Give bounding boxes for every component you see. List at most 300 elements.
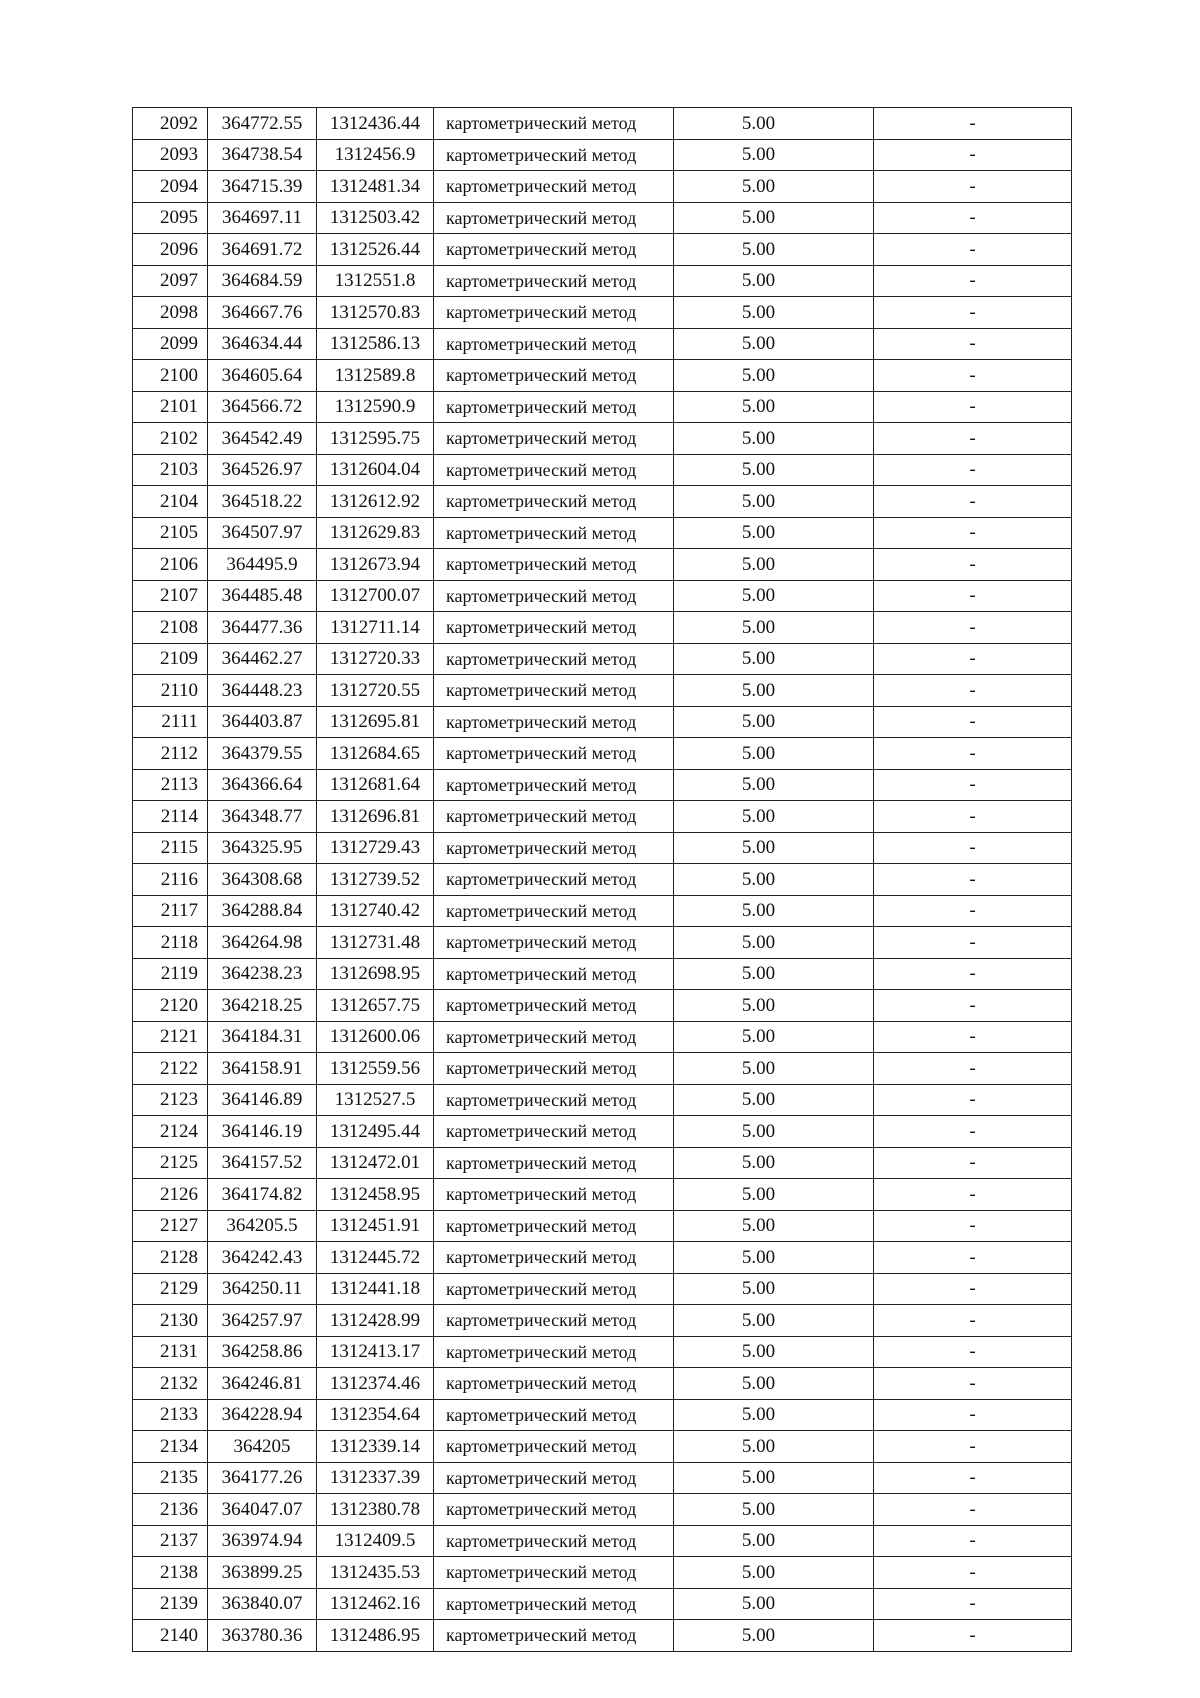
y-coordinate-cell: 1312354.64 [317, 1399, 434, 1431]
method-cell: картометрический метод [434, 612, 674, 644]
method-cell: картометрический метод [434, 738, 674, 770]
x-coordinate-cell: 364667.76 [208, 297, 317, 329]
point-number-cell: 2104 [133, 486, 208, 518]
accuracy-cell: 5.00 [674, 1179, 874, 1211]
table-row [133, 801, 1072, 833]
x-coordinate-cell: 364542.49 [208, 423, 317, 455]
x-coordinate-cell: 364477.36 [208, 612, 317, 644]
accuracy-cell: 5.00 [674, 801, 874, 833]
table-row [133, 738, 1072, 770]
y-coordinate-cell: 1312503.42 [317, 202, 434, 234]
accuracy-cell: 5.00 [674, 360, 874, 392]
accuracy-cell: 5.00 [674, 958, 874, 990]
table-row [133, 1084, 1072, 1116]
description-cell: - [874, 234, 1072, 266]
description-cell: - [874, 769, 1072, 801]
point-number-cell: 2112 [133, 738, 208, 770]
table-row [133, 1368, 1072, 1400]
accuracy-cell: 5.00 [674, 738, 874, 770]
y-coordinate-cell: 1312589.8 [317, 360, 434, 392]
y-coordinate-cell: 1312374.46 [317, 1368, 434, 1400]
point-number-cell: 2102 [133, 423, 208, 455]
accuracy-cell: 5.00 [674, 108, 874, 140]
method-cell: картометрический метод [434, 360, 674, 392]
table-row [133, 1116, 1072, 1148]
table-row [133, 706, 1072, 738]
x-coordinate-cell: 364146.19 [208, 1116, 317, 1148]
y-coordinate-cell: 1312472.01 [317, 1147, 434, 1179]
description-cell: - [874, 1242, 1072, 1274]
accuracy-cell: 5.00 [674, 1588, 874, 1620]
method-cell: картометрический метод [434, 927, 674, 959]
accuracy-cell: 5.00 [674, 832, 874, 864]
y-coordinate-cell: 1312527.5 [317, 1084, 434, 1116]
point-number-cell: 2123 [133, 1084, 208, 1116]
y-coordinate-cell: 1312629.83 [317, 517, 434, 549]
table-row [133, 486, 1072, 518]
accuracy-cell: 5.00 [674, 864, 874, 896]
y-coordinate-cell: 1312451.91 [317, 1210, 434, 1242]
description-cell: - [874, 391, 1072, 423]
table-row [133, 360, 1072, 392]
accuracy-cell: 5.00 [674, 139, 874, 171]
accuracy-cell: 5.00 [674, 1210, 874, 1242]
point-number-cell: 2097 [133, 265, 208, 297]
point-number-cell: 2139 [133, 1588, 208, 1620]
table-row [133, 1210, 1072, 1242]
x-coordinate-cell: 363899.25 [208, 1557, 317, 1589]
method-cell: картометрический метод [434, 769, 674, 801]
table-row [133, 234, 1072, 266]
description-cell: - [874, 1462, 1072, 1494]
x-coordinate-cell: 364448.23 [208, 675, 317, 707]
description-cell: - [874, 738, 1072, 770]
accuracy-cell: 5.00 [674, 1084, 874, 1116]
y-coordinate-cell: 1312436.44 [317, 108, 434, 140]
x-coordinate-cell: 364242.43 [208, 1242, 317, 1274]
x-coordinate-cell: 364325.95 [208, 832, 317, 864]
x-coordinate-cell: 364177.26 [208, 1462, 317, 1494]
point-number-cell: 2110 [133, 675, 208, 707]
description-cell: - [874, 549, 1072, 581]
table-row [133, 1399, 1072, 1431]
accuracy-cell: 5.00 [674, 265, 874, 297]
x-coordinate-cell: 364518.22 [208, 486, 317, 518]
method-cell: картометрический метод [434, 1368, 674, 1400]
table-row [133, 990, 1072, 1022]
y-coordinate-cell: 1312604.04 [317, 454, 434, 486]
y-coordinate-cell: 1312380.78 [317, 1494, 434, 1526]
point-number-cell: 2119 [133, 958, 208, 990]
point-number-cell: 2128 [133, 1242, 208, 1274]
method-cell: картометрический метод [434, 832, 674, 864]
description-cell: - [874, 1179, 1072, 1211]
table-row [133, 643, 1072, 675]
description-cell: - [874, 801, 1072, 833]
point-number-cell: 2109 [133, 643, 208, 675]
point-number-cell: 2134 [133, 1431, 208, 1463]
method-cell: картометрический метод [434, 864, 674, 896]
table-row [133, 1336, 1072, 1368]
point-number-cell: 2120 [133, 990, 208, 1022]
method-cell: картометрический метод [434, 1399, 674, 1431]
point-number-cell: 2114 [133, 801, 208, 833]
x-coordinate-cell: 364205 [208, 1431, 317, 1463]
coordinates-table [132, 107, 1072, 1652]
method-cell: картометрический метод [434, 234, 674, 266]
method-cell: картометрический метод [434, 423, 674, 455]
y-coordinate-cell: 1312586.13 [317, 328, 434, 360]
y-coordinate-cell: 1312720.55 [317, 675, 434, 707]
table-row [133, 265, 1072, 297]
method-cell: картометрический метод [434, 486, 674, 518]
accuracy-cell: 5.00 [674, 297, 874, 329]
accuracy-cell: 5.00 [674, 1557, 874, 1589]
description-cell: - [874, 1588, 1072, 1620]
x-coordinate-cell: 364238.23 [208, 958, 317, 990]
accuracy-cell: 5.00 [674, 1336, 874, 1368]
method-cell: картометрический метод [434, 675, 674, 707]
description-cell: - [874, 202, 1072, 234]
point-number-cell: 2113 [133, 769, 208, 801]
y-coordinate-cell: 1312681.64 [317, 769, 434, 801]
description-cell: - [874, 423, 1072, 455]
table-row [133, 454, 1072, 486]
accuracy-cell: 5.00 [674, 328, 874, 360]
y-coordinate-cell: 1312684.65 [317, 738, 434, 770]
x-coordinate-cell: 364738.54 [208, 139, 317, 171]
accuracy-cell: 5.00 [674, 580, 874, 612]
method-cell: картометрический метод [434, 1273, 674, 1305]
x-coordinate-cell: 364158.91 [208, 1053, 317, 1085]
y-coordinate-cell: 1312731.48 [317, 927, 434, 959]
method-cell: картометрический метод [434, 454, 674, 486]
y-coordinate-cell: 1312696.81 [317, 801, 434, 833]
y-coordinate-cell: 1312673.94 [317, 549, 434, 581]
table-row [133, 895, 1072, 927]
description-cell: - [874, 990, 1072, 1022]
x-coordinate-cell: 364697.11 [208, 202, 317, 234]
description-cell: - [874, 1368, 1072, 1400]
description-cell: - [874, 1210, 1072, 1242]
description-cell: - [874, 1273, 1072, 1305]
table-row [133, 171, 1072, 203]
description-cell: - [874, 958, 1072, 990]
method-cell: картометрический метод [434, 1053, 674, 1085]
method-cell: картометрический метод [434, 1494, 674, 1526]
accuracy-cell: 5.00 [674, 1525, 874, 1557]
table-row [133, 1021, 1072, 1053]
method-cell: картометрический метод [434, 328, 674, 360]
table-row [133, 1147, 1072, 1179]
point-number-cell: 2136 [133, 1494, 208, 1526]
method-cell: картометрический метод [434, 1462, 674, 1494]
description-cell: - [874, 108, 1072, 140]
description-cell: - [874, 265, 1072, 297]
accuracy-cell: 5.00 [674, 927, 874, 959]
method-cell: картометрический метод [434, 1147, 674, 1179]
method-cell: картометрический метод [434, 1084, 674, 1116]
point-number-cell: 2133 [133, 1399, 208, 1431]
method-cell: картометрический метод [434, 643, 674, 675]
x-coordinate-cell: 364772.55 [208, 108, 317, 140]
table-row [133, 517, 1072, 549]
table-row [133, 675, 1072, 707]
x-coordinate-cell: 363974.94 [208, 1525, 317, 1557]
method-cell: картометрический метод [434, 171, 674, 203]
description-cell: - [874, 297, 1072, 329]
y-coordinate-cell: 1312339.14 [317, 1431, 434, 1463]
method-cell: картометрический метод [434, 202, 674, 234]
method-cell: картометрический метод [434, 801, 674, 833]
method-cell: картометрический метод [434, 1021, 674, 1053]
table-row [133, 927, 1072, 959]
y-coordinate-cell: 1312600.06 [317, 1021, 434, 1053]
point-number-cell: 2132 [133, 1368, 208, 1400]
method-cell: картометрический метод [434, 297, 674, 329]
table-row [133, 1462, 1072, 1494]
description-cell: - [874, 1557, 1072, 1589]
accuracy-cell: 5.00 [674, 234, 874, 266]
method-cell: картометрический метод [434, 517, 674, 549]
table-row [133, 549, 1072, 581]
table-row [133, 612, 1072, 644]
table-row [133, 769, 1072, 801]
table-row [133, 958, 1072, 990]
x-coordinate-cell: 364348.77 [208, 801, 317, 833]
point-number-cell: 2096 [133, 234, 208, 266]
method-cell: картометрический метод [434, 1431, 674, 1463]
x-coordinate-cell: 364605.64 [208, 360, 317, 392]
point-number-cell: 2131 [133, 1336, 208, 1368]
accuracy-cell: 5.00 [674, 423, 874, 455]
y-coordinate-cell: 1312729.43 [317, 832, 434, 864]
x-coordinate-cell: 364403.87 [208, 706, 317, 738]
table-row [133, 139, 1072, 171]
accuracy-cell: 5.00 [674, 171, 874, 203]
point-number-cell: 2103 [133, 454, 208, 486]
point-number-cell: 2101 [133, 391, 208, 423]
point-number-cell: 2100 [133, 360, 208, 392]
y-coordinate-cell: 1312739.52 [317, 864, 434, 896]
point-number-cell: 2117 [133, 895, 208, 927]
accuracy-cell: 5.00 [674, 769, 874, 801]
table-row [133, 864, 1072, 896]
description-cell: - [874, 1147, 1072, 1179]
point-number-cell: 2099 [133, 328, 208, 360]
method-cell: картометрический метод [434, 1620, 674, 1652]
x-coordinate-cell: 364507.97 [208, 517, 317, 549]
accuracy-cell: 5.00 [674, 202, 874, 234]
x-coordinate-cell: 364366.64 [208, 769, 317, 801]
accuracy-cell: 5.00 [674, 391, 874, 423]
accuracy-cell: 5.00 [674, 517, 874, 549]
y-coordinate-cell: 1312413.17 [317, 1336, 434, 1368]
x-coordinate-cell: 364264.98 [208, 927, 317, 959]
point-number-cell: 2111 [133, 706, 208, 738]
accuracy-cell: 5.00 [674, 1116, 874, 1148]
description-cell: - [874, 1525, 1072, 1557]
x-coordinate-cell: 364462.27 [208, 643, 317, 675]
point-number-cell: 2108 [133, 612, 208, 644]
table-row [133, 1053, 1072, 1085]
point-number-cell: 2122 [133, 1053, 208, 1085]
method-cell: картометрический метод [434, 580, 674, 612]
x-coordinate-cell: 364566.72 [208, 391, 317, 423]
method-cell: картометрический метод [434, 1336, 674, 1368]
description-cell: - [874, 171, 1072, 203]
method-cell: картометрический метод [434, 108, 674, 140]
method-cell: картометрический метод [434, 958, 674, 990]
x-coordinate-cell: 364379.55 [208, 738, 317, 770]
description-cell: - [874, 517, 1072, 549]
point-number-cell: 2125 [133, 1147, 208, 1179]
y-coordinate-cell: 1312559.56 [317, 1053, 434, 1085]
table-row [133, 328, 1072, 360]
description-cell: - [874, 832, 1072, 864]
description-cell: - [874, 1021, 1072, 1053]
method-cell: картометрический метод [434, 1557, 674, 1589]
x-coordinate-cell: 364157.52 [208, 1147, 317, 1179]
method-cell: картометрический метод [434, 1305, 674, 1337]
point-number-cell: 2135 [133, 1462, 208, 1494]
coordinates-table-body [133, 108, 1072, 1652]
description-cell: - [874, 360, 1072, 392]
x-coordinate-cell: 364258.86 [208, 1336, 317, 1368]
point-number-cell: 2092 [133, 108, 208, 140]
x-coordinate-cell: 364228.94 [208, 1399, 317, 1431]
table-row [133, 423, 1072, 455]
point-number-cell: 2121 [133, 1021, 208, 1053]
accuracy-cell: 5.00 [674, 895, 874, 927]
point-number-cell: 2129 [133, 1273, 208, 1305]
accuracy-cell: 5.00 [674, 643, 874, 675]
x-coordinate-cell: 364715.39 [208, 171, 317, 203]
accuracy-cell: 5.00 [674, 1494, 874, 1526]
table-row [133, 391, 1072, 423]
description-cell: - [874, 927, 1072, 959]
description-cell: - [874, 328, 1072, 360]
accuracy-cell: 5.00 [674, 1021, 874, 1053]
y-coordinate-cell: 1312595.75 [317, 423, 434, 455]
point-number-cell: 2115 [133, 832, 208, 864]
x-coordinate-cell: 363780.36 [208, 1620, 317, 1652]
x-coordinate-cell: 364308.68 [208, 864, 317, 896]
x-coordinate-cell: 364174.82 [208, 1179, 317, 1211]
description-cell: - [874, 895, 1072, 927]
method-cell: картометрический метод [434, 1116, 674, 1148]
table-row [133, 580, 1072, 612]
point-number-cell: 2126 [133, 1179, 208, 1211]
accuracy-cell: 5.00 [674, 1462, 874, 1494]
table-row [133, 1305, 1072, 1337]
x-coordinate-cell: 364495.9 [208, 549, 317, 581]
method-cell: картометрический метод [434, 265, 674, 297]
accuracy-cell: 5.00 [674, 1147, 874, 1179]
method-cell: картометрический метод [434, 139, 674, 171]
description-cell: - [874, 1431, 1072, 1463]
y-coordinate-cell: 1312700.07 [317, 580, 434, 612]
y-coordinate-cell: 1312462.16 [317, 1588, 434, 1620]
y-coordinate-cell: 1312551.8 [317, 265, 434, 297]
x-coordinate-cell: 364218.25 [208, 990, 317, 1022]
table-row [133, 1494, 1072, 1526]
point-number-cell: 2107 [133, 580, 208, 612]
point-number-cell: 2094 [133, 171, 208, 203]
method-cell: картометрический метод [434, 549, 674, 581]
point-number-cell: 2138 [133, 1557, 208, 1589]
description-cell: - [874, 1084, 1072, 1116]
description-cell: - [874, 675, 1072, 707]
description-cell: - [874, 1305, 1072, 1337]
y-coordinate-cell: 1312458.95 [317, 1179, 434, 1211]
y-coordinate-cell: 1312698.95 [317, 958, 434, 990]
accuracy-cell: 5.00 [674, 706, 874, 738]
description-cell: - [874, 486, 1072, 518]
point-number-cell: 2118 [133, 927, 208, 959]
point-number-cell: 2137 [133, 1525, 208, 1557]
point-number-cell: 2095 [133, 202, 208, 234]
point-number-cell: 2124 [133, 1116, 208, 1148]
x-coordinate-cell: 364684.59 [208, 265, 317, 297]
method-cell: картометрический метод [434, 895, 674, 927]
accuracy-cell: 5.00 [674, 1431, 874, 1463]
point-number-cell: 2106 [133, 549, 208, 581]
method-cell: картометрический метод [434, 1179, 674, 1211]
x-coordinate-cell: 364257.97 [208, 1305, 317, 1337]
accuracy-cell: 5.00 [674, 486, 874, 518]
y-coordinate-cell: 1312657.75 [317, 990, 434, 1022]
y-coordinate-cell: 1312409.5 [317, 1525, 434, 1557]
description-cell: - [874, 1053, 1072, 1085]
method-cell: картометрический метод [434, 391, 674, 423]
table-row [133, 108, 1072, 140]
table-row [133, 297, 1072, 329]
y-coordinate-cell: 1312428.99 [317, 1305, 434, 1337]
y-coordinate-cell: 1312337.39 [317, 1462, 434, 1494]
accuracy-cell: 5.00 [674, 675, 874, 707]
y-coordinate-cell: 1312495.44 [317, 1116, 434, 1148]
description-cell: - [874, 612, 1072, 644]
accuracy-cell: 5.00 [674, 990, 874, 1022]
method-cell: картометрический метод [434, 1588, 674, 1620]
table-row [133, 1242, 1072, 1274]
table-row [133, 1525, 1072, 1557]
y-coordinate-cell: 1312711.14 [317, 612, 434, 644]
y-coordinate-cell: 1312441.18 [317, 1273, 434, 1305]
method-cell: картометрический метод [434, 1525, 674, 1557]
method-cell: картометрический метод [434, 990, 674, 1022]
description-cell: - [874, 864, 1072, 896]
y-coordinate-cell: 1312695.81 [317, 706, 434, 738]
table-row [133, 1620, 1072, 1652]
x-coordinate-cell: 364246.81 [208, 1368, 317, 1400]
description-cell: - [874, 139, 1072, 171]
x-coordinate-cell: 364205.5 [208, 1210, 317, 1242]
point-number-cell: 2098 [133, 297, 208, 329]
x-coordinate-cell: 364485.48 [208, 580, 317, 612]
accuracy-cell: 5.00 [674, 1368, 874, 1400]
y-coordinate-cell: 1312570.83 [317, 297, 434, 329]
description-cell: - [874, 1399, 1072, 1431]
accuracy-cell: 5.00 [674, 1242, 874, 1274]
y-coordinate-cell: 1312740.42 [317, 895, 434, 927]
table-row [133, 1557, 1072, 1589]
point-number-cell: 2093 [133, 139, 208, 171]
description-cell: - [874, 643, 1072, 675]
accuracy-cell: 5.00 [674, 1399, 874, 1431]
accuracy-cell: 5.00 [674, 1273, 874, 1305]
